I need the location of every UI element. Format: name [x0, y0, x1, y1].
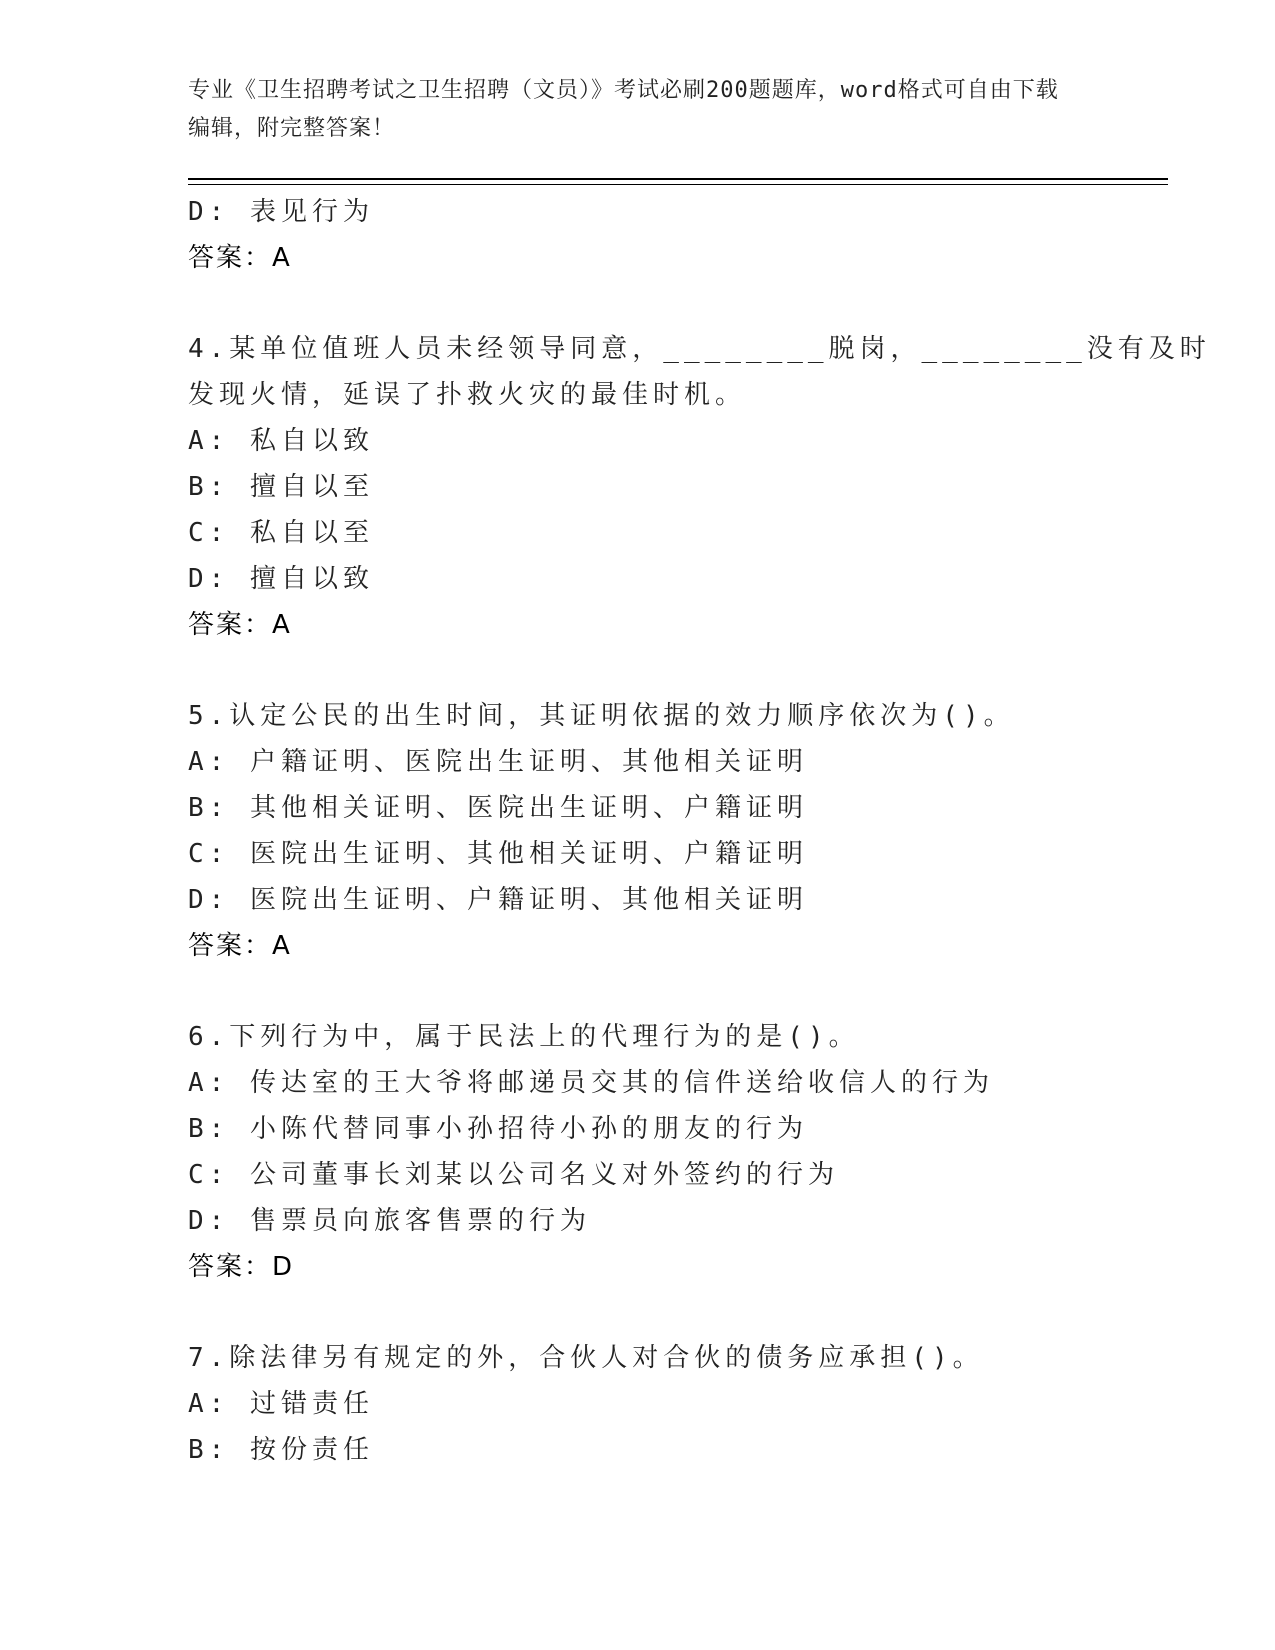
- q4-option-d: D: 擅自以致: [188, 564, 374, 594]
- q5-option-b: B: 其他相关证明、医院出生证明、户籍证明: [188, 793, 808, 823]
- question-content: [188, 189, 1211, 1473]
- q4-stem-line2: 发现火情，延误了扑救火灾的最佳时机。: [188, 380, 747, 410]
- q6-option-d: D: 售票员向旅客售票的行为: [188, 1206, 591, 1236]
- q7-option-a: A: 过错责任: [188, 1389, 374, 1419]
- header-rule-thick: [188, 178, 1168, 180]
- q4-answer: 答案：A: [188, 610, 292, 640]
- q4-option-a: A: 私自以致: [188, 426, 374, 456]
- question-spacer: [188, 648, 1148, 693]
- q6-option-a: A: 传达室的王大爷将邮递员交其的信件送给收信人的行为: [188, 1068, 994, 1098]
- q5-answer: 答案：A: [188, 931, 292, 961]
- q6-answer: 答案：D: [188, 1252, 295, 1282]
- header-rule-thin: [188, 184, 1168, 185]
- q3-answer: 答案：A: [188, 243, 292, 273]
- q5-option-a: A: 户籍证明、医院出生证明、其他相关证明: [188, 747, 808, 777]
- q6-stem: 6.下列行为中，属于民法上的代理行为的是()。: [188, 1022, 860, 1052]
- document-header: 专业《卫生招聘考试之卫生招聘（文员）》考试必刷200题题库，word格式可自由下载编辑，附完整答案！: [188, 78, 1059, 141]
- q5-option-c: C: 医院出生证明、其他相关证明、户籍证明: [188, 839, 808, 869]
- q6-option-c: C: 公司董事长刘某以公司名义对外签约的行为: [188, 1160, 839, 1190]
- question-spacer: [188, 281, 1148, 326]
- q5-stem: 5.认定公民的出生时间，其证明依据的效力顺序依次为()。: [188, 701, 1015, 731]
- question-spacer: [188, 969, 1148, 1014]
- q7-stem: 7.除法律另有规定的外，合伙人对合伙的债务应承担()。: [188, 1343, 984, 1373]
- q3-option-d: D: 表见行为: [188, 197, 374, 227]
- q4-option-b: B: 擅自以至: [188, 472, 374, 502]
- question-spacer: [188, 1290, 1148, 1335]
- q6-option-b: B: 小陈代替同事小孙招待小孙的朋友的行为: [188, 1114, 808, 1144]
- q7-option-b: B: 按份责任: [188, 1435, 374, 1465]
- q5-option-d: D: 医院出生证明、户籍证明、其他相关证明: [188, 885, 808, 915]
- q4-stem-line1: 4.某单位值班人员未经领导同意，________脱岗，________没有及时: [188, 334, 1211, 364]
- q4-option-c: C: 私自以至: [188, 518, 374, 548]
